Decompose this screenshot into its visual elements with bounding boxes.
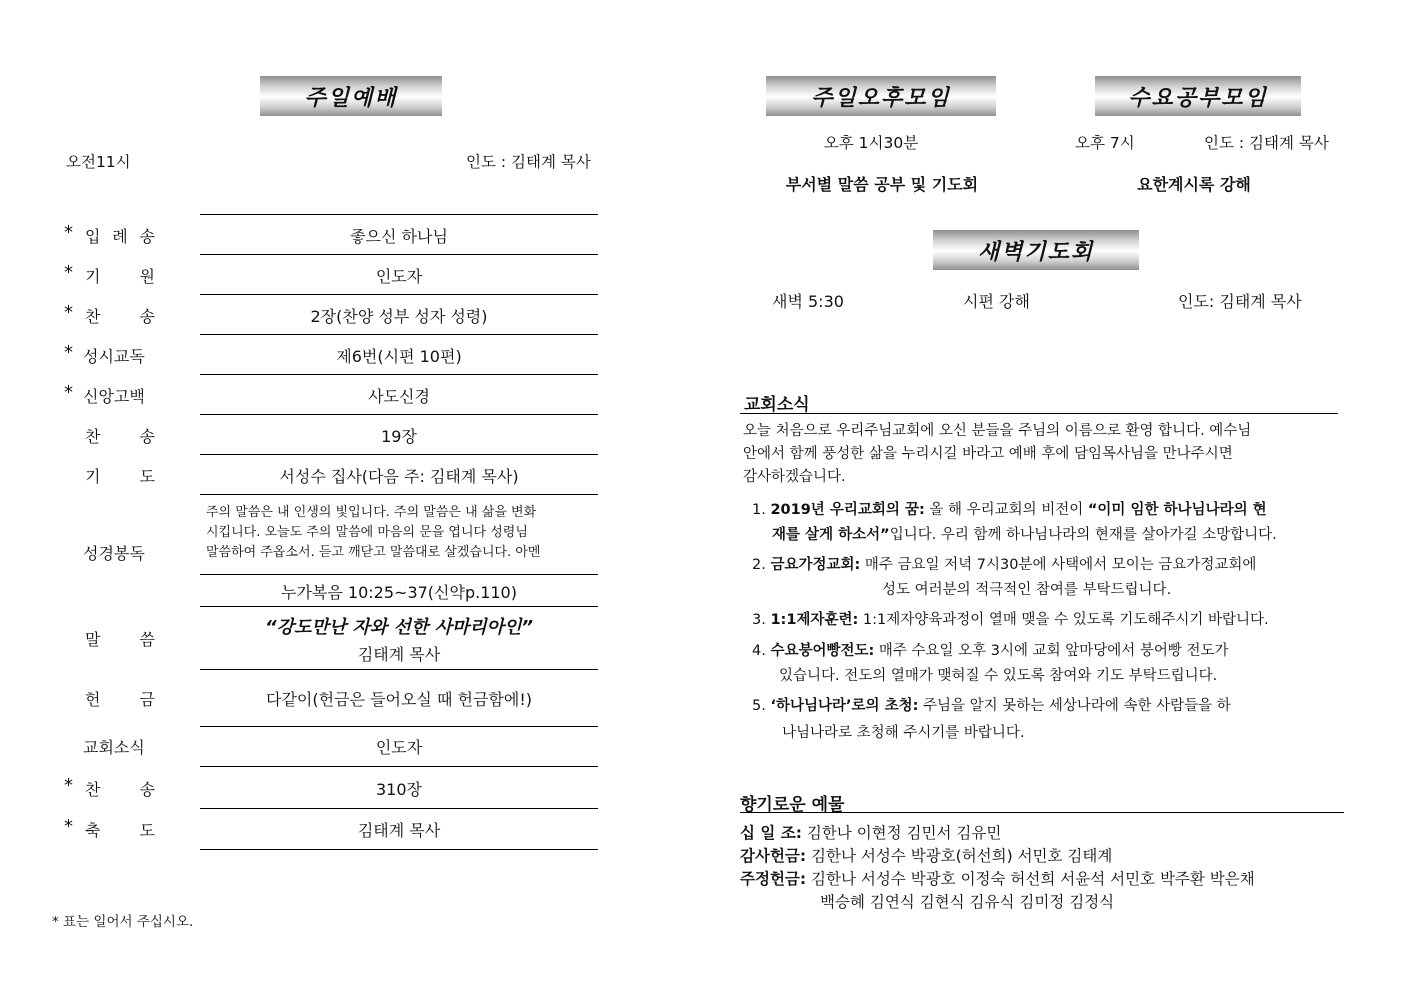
order-label: 신앙고백 [83,387,145,406]
order-value: 다같이(헌금은 들어오실 때 헌금함에!) [266,690,532,709]
afternoon-banner [766,76,996,116]
item-text: 나님나라로 초청해 주시기를 바랍니다. [782,725,1025,741]
offerings-title: 향기로운 예물 [740,795,845,815]
rule [200,454,598,455]
order-label: 기 도 [85,467,155,486]
offering-row [740,845,1112,868]
standing-mark: * [52,914,59,930]
order-value: 2장(찬양 성부 성자 성령) [310,307,488,326]
rule [200,374,598,375]
sermon-label: 말 씀 [85,630,155,649]
news-intro [743,420,1339,489]
item-title: ‘하나님나라’로의 초청: [770,698,919,714]
scripture-label: 성경봉독 [83,544,145,563]
item-text: 있습니다. 전도의 열매가 맺혀질 수 있도록 참여와 기도 부탁드립니다. [779,668,1218,684]
news-title: 교회소식 [744,395,810,415]
item-number: 5. [752,698,766,714]
intro-line: 오늘 처음으로 우리주님교회에 오신 분들을 주님의 이름으로 환영 합니다. 예수님 [743,423,1252,439]
standing-mark: * [64,816,73,837]
offering-names: 김한나 서성수 박광호(허선희) 서민호 김태계 [811,847,1113,865]
order-value: 서성수 집사(다음 주: 김태계 목사) [279,467,519,486]
response-line: 시킵니다. 오늘도 주의 말씀에 마음의 문을 엽니다 성령님 [206,525,528,540]
rule [200,494,598,495]
order-label: 입 례 송 [85,227,155,246]
offering-row [740,868,1255,891]
sunday-service-title: 주일예배 [304,85,398,111]
dawn-desc: 시편 강해 [963,292,1030,311]
sermon-title: “강도만난 자와 선한 사마리아인” [264,617,534,638]
item-title: 금요가정교회: [770,557,861,573]
item-text: 입니다. 우리 함께 하나님나라의 현재를 살아가길 소망합니다. [889,527,1277,543]
item-text: 매주 수요일 오후 3시에 교회 앞마당에서 붕어빵 전도가 [874,643,1229,659]
order-label: 찬 송 [85,427,155,446]
order-label: 헌 금 [85,690,155,709]
item-title: 2019년 우리교회의 꿈: [770,502,925,518]
news-item [752,553,1342,603]
rule [200,606,598,607]
offering-label: 감사헌금: [740,847,807,865]
item-title: 1:1제자훈련: [770,612,859,628]
standing-mark: * [64,775,73,796]
dawn-banner [933,230,1139,270]
footnote [52,910,193,930]
rule [200,414,598,415]
rule [200,254,598,255]
standing-mark: * [64,222,73,243]
item-number: 1. [752,502,766,518]
service-time: 오전11시 [66,153,131,171]
rule [200,574,598,575]
order-label: 성시교독 [83,347,145,366]
order-value: 19장 [381,427,417,446]
item-vision-end: 재를 살게 하소서” [772,527,890,543]
order-label: 기 원 [85,267,155,286]
order-label: 찬 송 [85,780,155,799]
scripture-passage: 누가복음 10:25~37(신약p.110) [281,583,517,602]
order-value: 인도자 [375,738,423,757]
afternoon-time: 오후 1시30분 [823,134,919,152]
item-text: 성도 여러분의 적극적인 참여를 부탁드립니다. [882,582,1172,598]
offering-label: 주정헌금: [740,870,807,888]
rule [200,334,598,335]
offering-names-continued: 백승혜 김연식 김현식 김유식 김미정 김정식 [820,893,1115,911]
afternoon-desc: 부서별 말씀 공부 및 기도회 [785,175,979,194]
rule [200,294,598,295]
intro-line: 안에서 함께 풍성한 삶을 누리시길 바라고 예배 후에 담임목사님을 만나주시면 [743,446,1233,462]
item-text: 매주 금요일 저녁 7시30분에 사택에서 모이는 금요가정교회에 [860,557,1257,573]
dawn-leader: 인도: 김태계 목사 [1178,292,1302,311]
rule [200,766,598,767]
intro-line: 감사하겠습니다. [743,469,846,485]
news-item [752,608,1342,633]
item-vision: “이미 임한 하나님나라의 현 [1087,502,1267,518]
item-number: 3. [752,612,766,628]
news-rule [740,413,1338,414]
footnote-text: 표는 일어서 주십시오. [63,914,194,930]
news-item [752,639,1342,689]
scripture-response [206,503,590,563]
order-label: 찬 송 [85,307,155,326]
rule [200,808,598,809]
item-text: 주님을 알지 못하는 세상나라에 속한 사람들을 하 [918,698,1231,714]
rule [200,214,598,215]
order-value: 김태계 목사 [357,821,441,840]
wednesday-leader: 인도 : 김태계 목사 [1204,134,1329,152]
item-title: 수요붕어빵전도: [770,643,875,659]
rule [200,669,598,670]
offerings-rule [740,812,1344,813]
news-item [752,498,1342,548]
item-text: 올 해 우리교회의 비전이 [924,502,1088,518]
news-item [752,694,1342,746]
response-line: 말씀하여 주옵소서. 듣고 깨닫고 말씀대로 살겠습니다. 아멘 [206,545,541,560]
service-leader: 인도 : 김태계 목사 [466,153,591,171]
order-value: 사도신경 [368,387,430,406]
item-number: 4. [752,643,766,659]
standing-mark: * [64,302,73,323]
response-line: 주의 말씀은 내 인생의 빛입니다. 주의 말씀은 내 삶을 변화 [206,505,537,520]
wednesday-title: 수요공부모임 [1128,85,1268,111]
sunday-service-banner [260,76,442,116]
order-label: 축 도 [85,821,155,840]
order-value: 제6번(시편 10편) [336,347,462,366]
item-text: 1:1제자양육과정이 열매 맺을 수 있도록 기도해주시기 바랍니다. [858,612,1269,628]
dawn-title: 새벽기도회 [977,239,1095,265]
order-value: 좋으신 하나님 [350,227,448,246]
wednesday-banner [1095,76,1301,116]
standing-mark: * [64,382,73,403]
sermon-preacher: 김태계 목사 [357,645,441,664]
offering-label: 십 일 조: [740,824,802,842]
rule [200,726,598,727]
offering-names: 김한나 서성수 박광호 이정숙 허선희 서윤석 서민호 박주환 박은채 [811,870,1255,888]
item-number: 2. [752,557,766,573]
dawn-time: 새벽 5:30 [772,292,844,311]
order-label: 교회소식 [83,738,145,757]
standing-mark: * [64,262,73,283]
standing-mark: * [64,342,73,363]
order-value: 인도자 [375,267,423,286]
afternoon-title: 주일오후모임 [811,85,951,111]
offering-names: 김한나 이현정 김민서 김유민 [806,824,1002,842]
wednesday-desc: 요한계시록 강해 [1137,175,1251,194]
offering-row [740,822,1001,845]
rule [200,849,598,850]
order-value: 310장 [376,780,422,799]
wednesday-time: 오후 7시 [1075,134,1135,152]
